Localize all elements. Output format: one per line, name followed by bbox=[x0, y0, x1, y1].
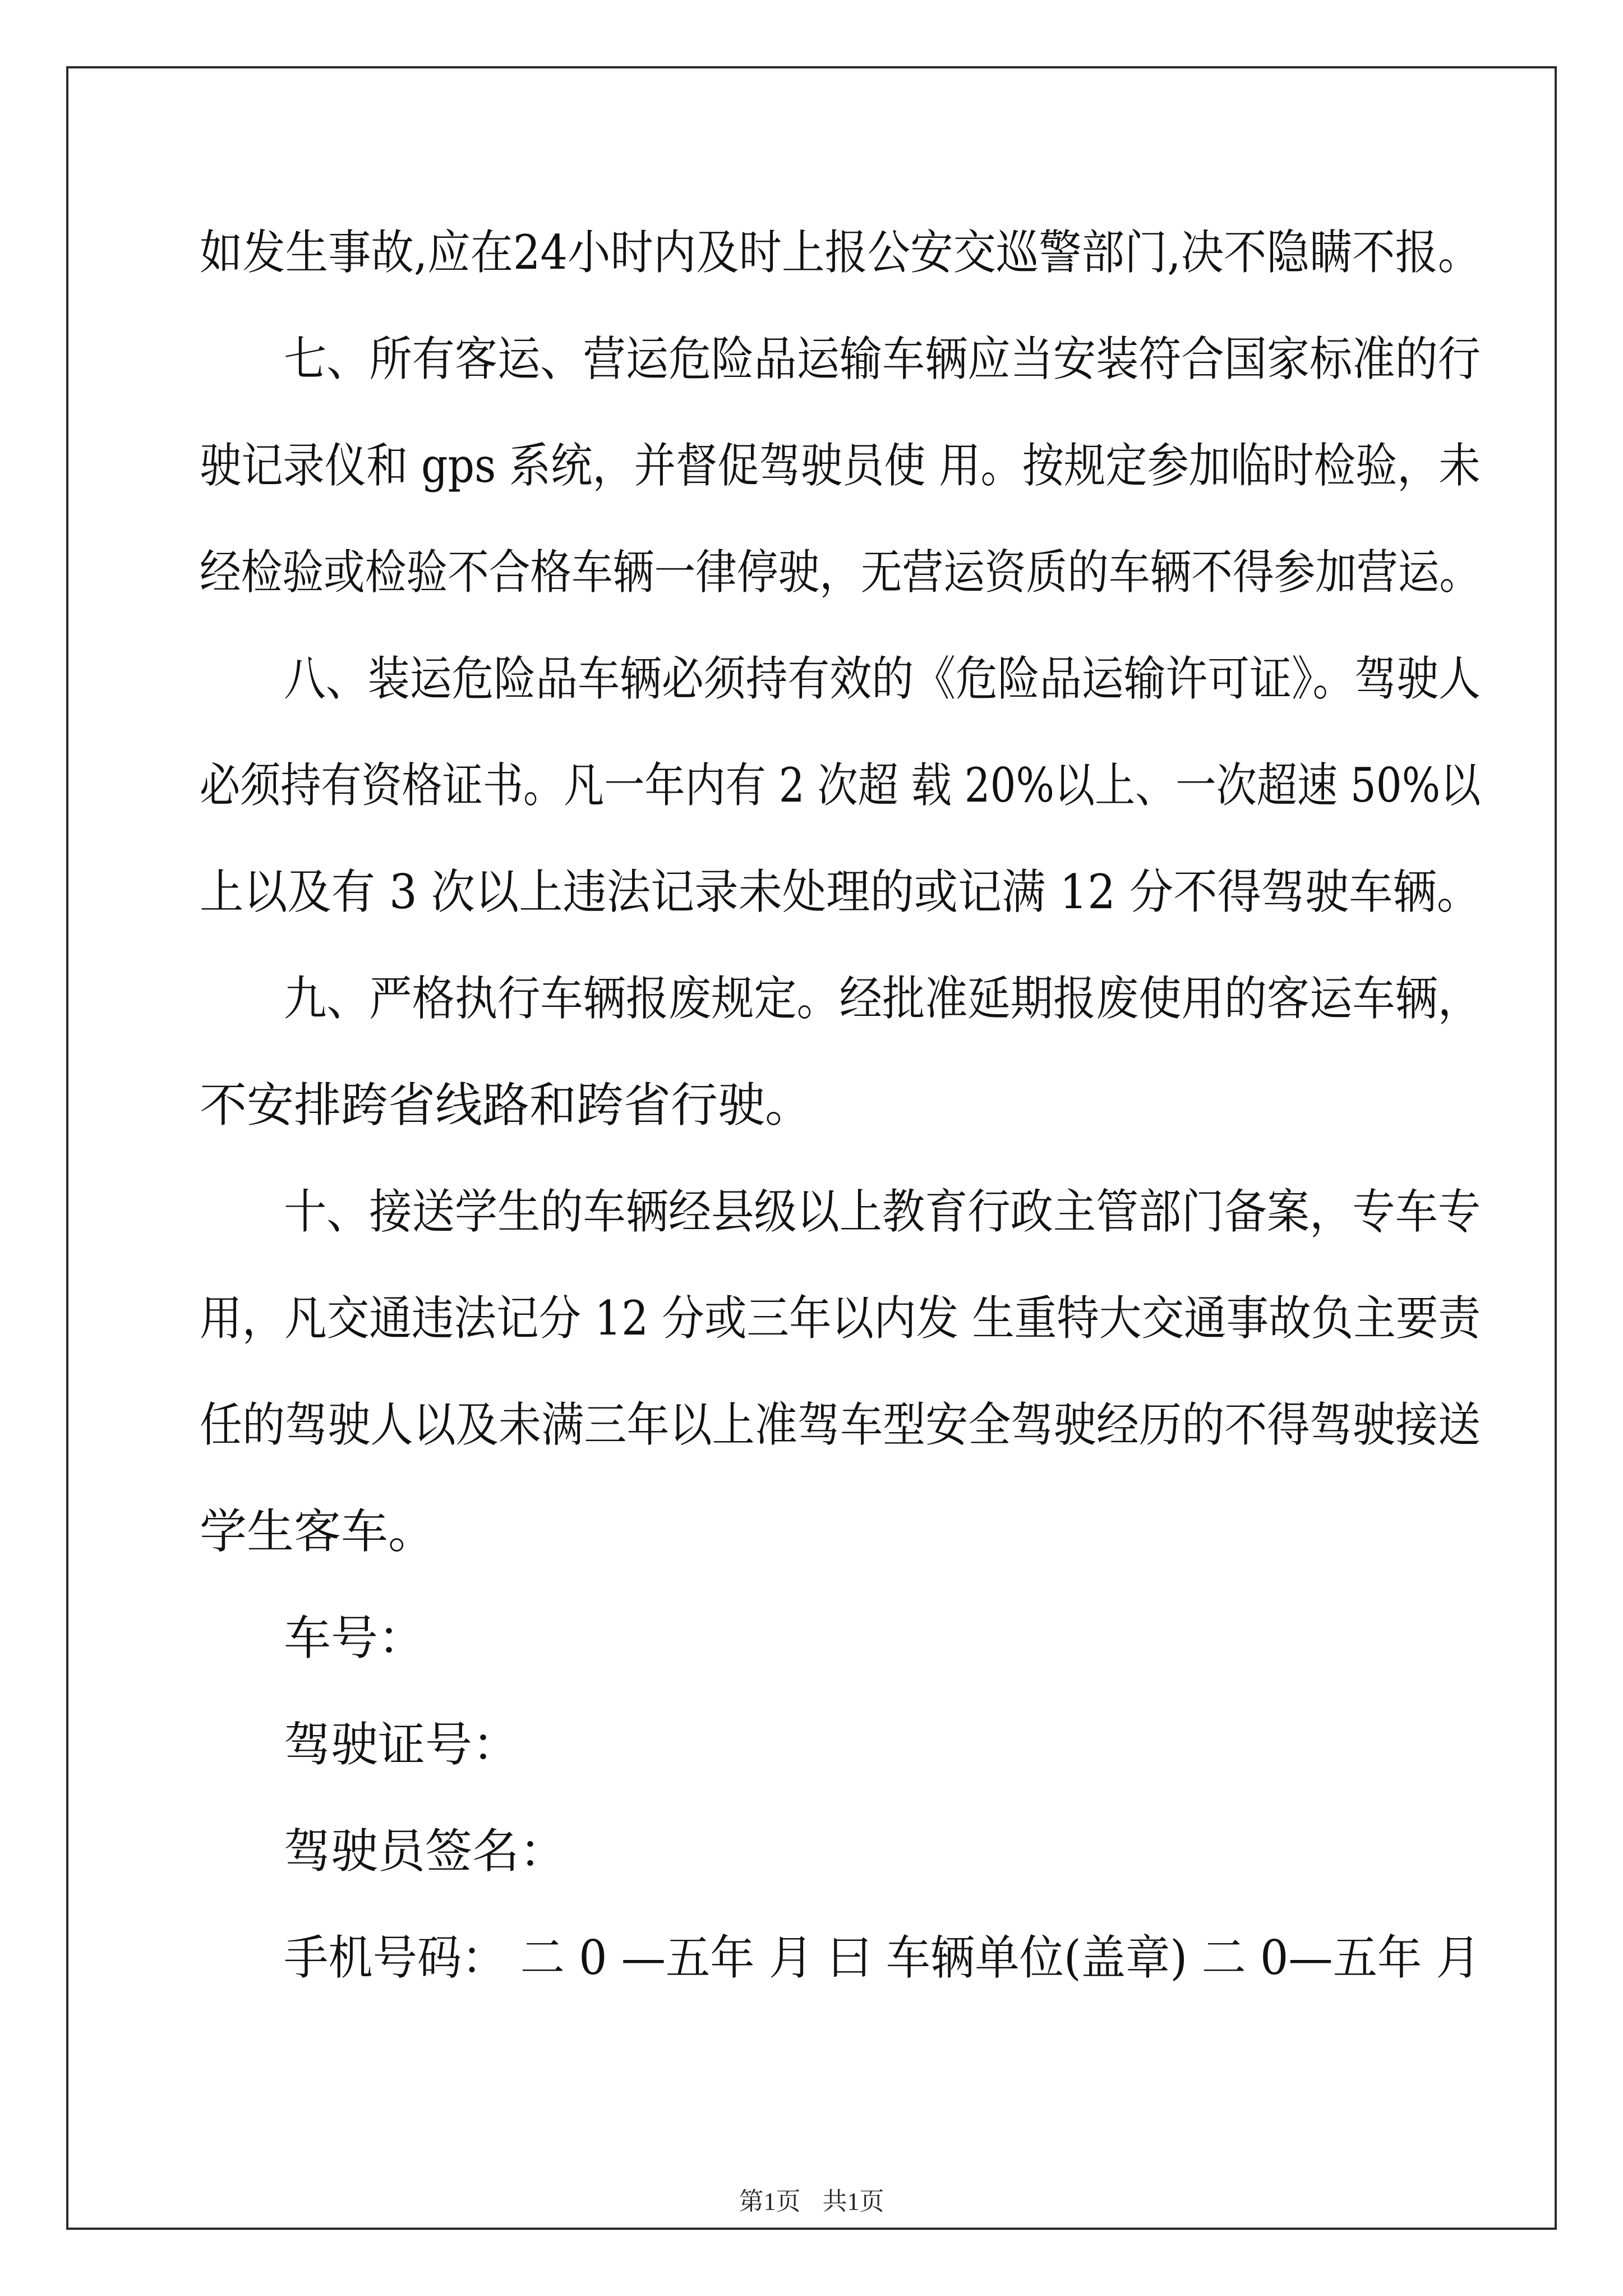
paragraph-1-line-0: 七、所有客运、营运危险品运输车辆应当安装符合国家标准的行 bbox=[284, 332, 1481, 386]
paragraph-2-line-0: 八、装运危险品车辆必须持有效的《危险品运输许可证》。驾驶人 bbox=[284, 651, 1481, 706]
page-current: 第1页 bbox=[739, 2188, 801, 2215]
paragraph-2-line-1: 必须持有资格证书。凡一年内有 2 次超 载 20%以上、一次超速 50%以 bbox=[200, 758, 1481, 813]
license-number-label: 驾驶证号： bbox=[284, 1717, 520, 1772]
driver-signature-label: 驾驶员签名： bbox=[284, 1824, 567, 1879]
paragraph-4-line-0: 十、接送学生的车辆经县级以上教育行政主管部门备案，专车专 bbox=[284, 1184, 1481, 1239]
paragraph-0-line-0: 如发生事故,应在24小时内及时上报公安交巡警部门,决不隐瞒不报。 bbox=[200, 225, 1481, 280]
paragraph-2-line-2: 上以及有 3 次以上违法记录未处理的或记满 12 分不得驾驶车辆。 bbox=[200, 864, 1481, 919]
page-footer bbox=[0, 2181, 1623, 2217]
paragraph-3-line-1: 不安排跨省线路和跨省行驶。 bbox=[200, 1078, 813, 1133]
paragraph-4-line-2: 任的驾驶人以及未满三年以上准驾车型安全驾驶经历的不得驾驶接送 bbox=[200, 1397, 1481, 1452]
paragraph-4-line-3: 学生客车。 bbox=[200, 1504, 436, 1559]
page-total: 共1页 bbox=[822, 2188, 884, 2215]
paragraph-1-line-2: 经检验或检验不合格车辆一律停驶，无营运资质的车辆不得参加营运。 bbox=[200, 545, 1481, 600]
paragraph-1-line-1: 驶记录仪和 gps 系统，并督促驾驶员使 用。按规定参加临时检验，未 bbox=[200, 438, 1481, 493]
car-number-label: 车号： bbox=[284, 1611, 426, 1665]
paragraph-3-line-0: 九、严格执行车辆报废规定。经批准延期报废使用的客运车辆， bbox=[284, 971, 1481, 1026]
phone-and-date-line: 手机号码： 二 0 —五年 月 曰 车辆单位(盖章) 二 0—五年 月 bbox=[284, 1930, 1481, 1985]
page-border bbox=[66, 66, 1557, 2230]
paragraph-4-line-1: 用，凡交通违法记分 12 分或三年以内发 生重特大交通事故负主要责 bbox=[200, 1291, 1481, 1346]
